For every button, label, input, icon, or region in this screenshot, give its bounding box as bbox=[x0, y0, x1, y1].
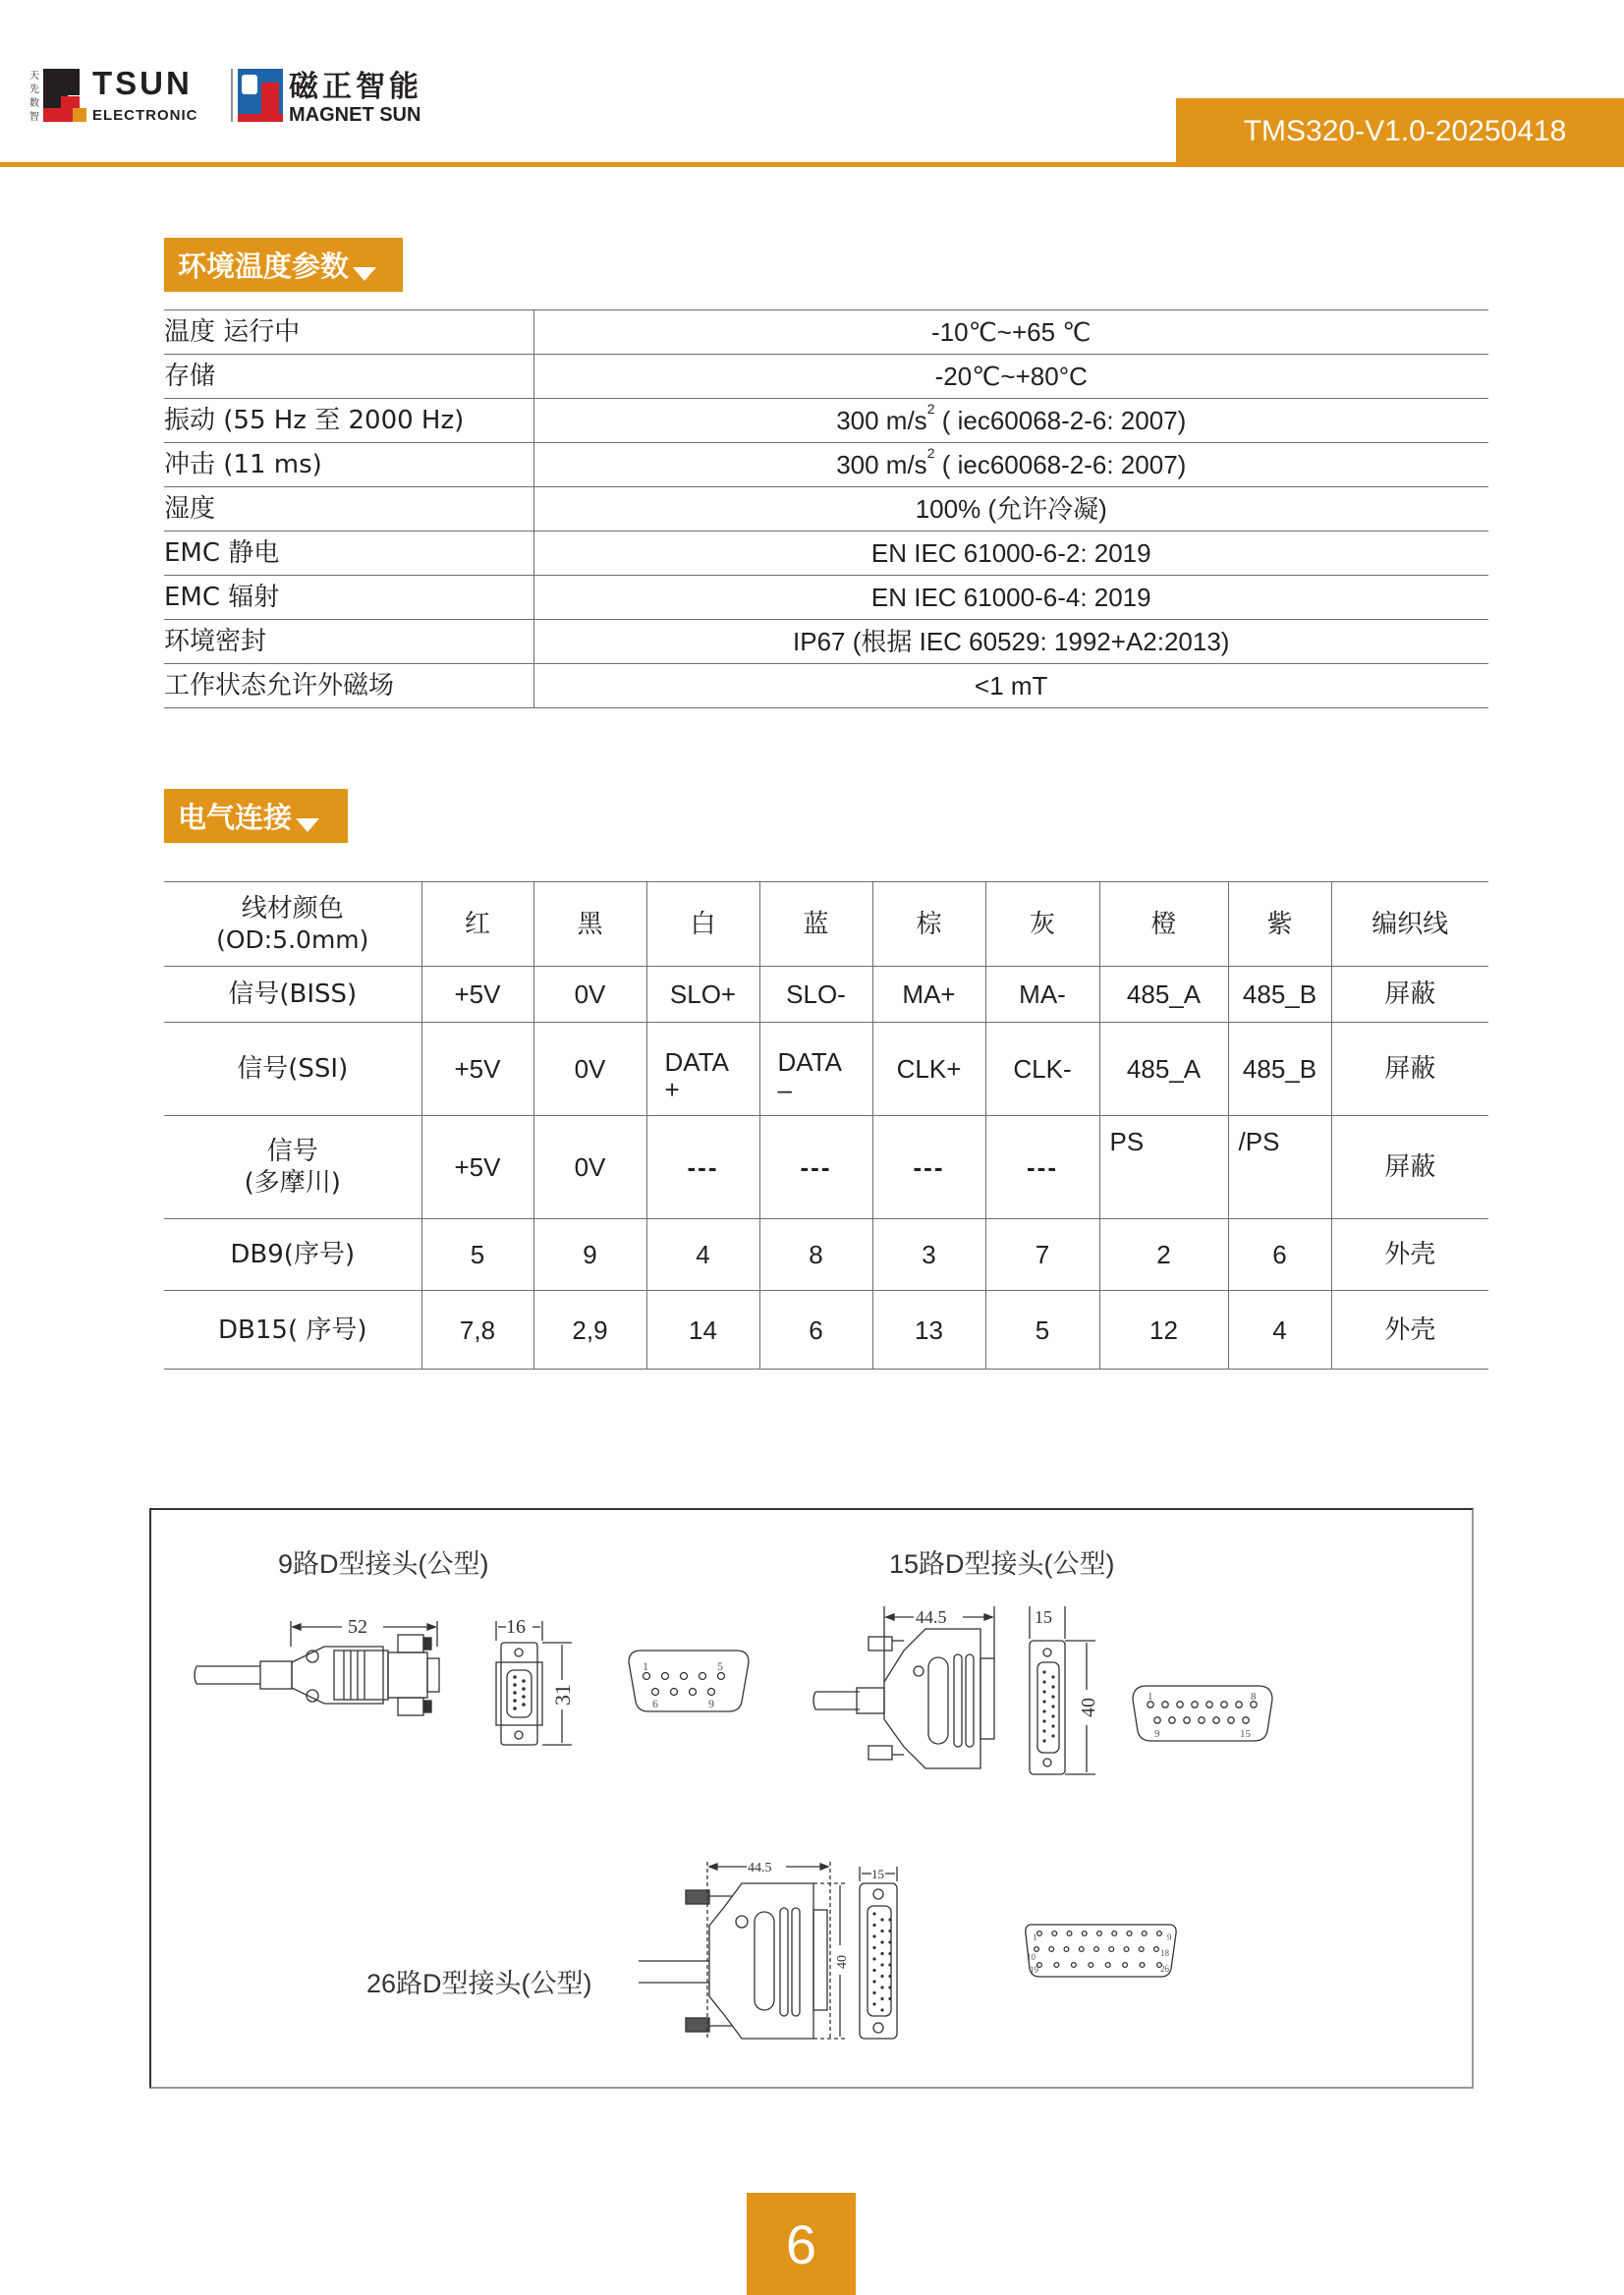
header-color: 灰 bbox=[985, 882, 1099, 967]
table-cell: 4 bbox=[646, 1219, 759, 1291]
pin bbox=[888, 1918, 891, 1921]
pin bbox=[880, 1997, 883, 2000]
pin-label: 5 bbox=[717, 1659, 723, 1673]
table-cell: MA- bbox=[985, 967, 1099, 1023]
db9-pin-face bbox=[629, 1651, 749, 1711]
pin bbox=[1082, 1931, 1087, 1936]
pin-label: 15 bbox=[1240, 1728, 1251, 1740]
pin bbox=[872, 1957, 875, 1960]
env-label: 存储 bbox=[164, 355, 533, 399]
pin bbox=[872, 1946, 875, 1949]
svg-text:磁正智能: 磁正智能 bbox=[289, 70, 422, 104]
db26-connector-drawing bbox=[639, 1847, 1228, 2063]
header-wire-color-label: 线材颜色 bbox=[241, 893, 344, 924]
table-cell: +5V bbox=[421, 1116, 533, 1219]
pin-label: 10 bbox=[1027, 1952, 1036, 1962]
company-logo bbox=[28, 65, 460, 134]
pin bbox=[1140, 1963, 1145, 1968]
env-value: EN IEC 61000-6-4: 2019 bbox=[533, 576, 1488, 620]
env-row bbox=[164, 664, 1488, 708]
pin-label: 9 bbox=[708, 1697, 714, 1710]
pin bbox=[888, 1930, 891, 1932]
row-label bbox=[164, 1116, 421, 1219]
table-cell: 485_A bbox=[1099, 967, 1228, 1023]
pin bbox=[1067, 1931, 1072, 1936]
table-cell: 2 bbox=[1099, 1219, 1228, 1291]
pin bbox=[888, 1940, 891, 1943]
header-color: 红 bbox=[421, 882, 533, 967]
table-cell: CLK+ bbox=[872, 1023, 985, 1116]
logo-cn-vertical-1: 天 bbox=[29, 71, 39, 82]
pin bbox=[1064, 1947, 1069, 1952]
table-cell: 8 bbox=[759, 1219, 872, 1291]
table-row bbox=[164, 1291, 1488, 1370]
db9-dim-length: 52 bbox=[348, 1616, 367, 1638]
db26-dim-length: 44.5 bbox=[748, 1861, 772, 1875]
svg-text:MAGNET SUN: MAGNET SUN bbox=[289, 104, 421, 126]
row-label: DB15( 序号) bbox=[164, 1291, 421, 1370]
pin bbox=[1052, 1931, 1057, 1936]
pin bbox=[880, 1986, 883, 1988]
svg-text:ELECTRONIC: ELECTRONIC bbox=[92, 107, 198, 124]
pin-label: 6 bbox=[652, 1697, 658, 1710]
env-value-main: 300 m/s bbox=[836, 450, 927, 479]
db26-title: 26路D型接头(公型) bbox=[366, 1969, 592, 1998]
env-row bbox=[164, 620, 1488, 664]
header-color: 棕 bbox=[872, 882, 985, 967]
table-cell: 485_B bbox=[1228, 967, 1331, 1023]
table-cell: 6 bbox=[1228, 1219, 1331, 1291]
table-row bbox=[164, 1116, 1488, 1219]
env-label: EMC 辐射 bbox=[164, 576, 533, 620]
pin-label: 1 bbox=[1148, 1691, 1153, 1703]
pin bbox=[1079, 1947, 1084, 1952]
table-cell: MA+ bbox=[872, 967, 985, 1023]
pin-label: 18 bbox=[1160, 1948, 1169, 1958]
triangle-down-icon bbox=[296, 818, 319, 832]
pin bbox=[1054, 1963, 1059, 1968]
pin bbox=[872, 1969, 875, 1972]
pin bbox=[1035, 1947, 1039, 1952]
pin bbox=[880, 1975, 883, 1978]
table-cell: +5V bbox=[421, 967, 533, 1023]
pin bbox=[1049, 1947, 1054, 1952]
version-text: TMS320-V1.0-20250418 bbox=[1243, 115, 1567, 147]
env-value: -10℃~+65 ℃ bbox=[533, 310, 1488, 355]
table-cell: --- bbox=[872, 1116, 985, 1219]
pin bbox=[1094, 1947, 1099, 1952]
table-cell: 0V bbox=[533, 1023, 646, 1116]
env-label: 湿度 bbox=[164, 487, 533, 532]
svg-text:数: 数 bbox=[29, 98, 39, 109]
env-label: EMC 静电 bbox=[164, 532, 533, 576]
table-cell: 屏蔽 bbox=[1331, 1116, 1488, 1219]
pin-label: 19 bbox=[1030, 1965, 1038, 1975]
table-cell: DATA – bbox=[759, 1023, 872, 1116]
table-cell: 4 bbox=[1228, 1291, 1331, 1370]
pin bbox=[1109, 1947, 1114, 1952]
env-row bbox=[164, 310, 1488, 355]
env-row bbox=[164, 443, 1488, 487]
header-color: 编织线 bbox=[1331, 882, 1488, 967]
row-label: 信号(BISS) bbox=[164, 967, 421, 1023]
page-number: 6 bbox=[747, 2193, 856, 2295]
table-cell: 485_A bbox=[1099, 1023, 1228, 1116]
row-label-line: 信号 bbox=[266, 1137, 318, 1166]
pin bbox=[872, 1912, 875, 1915]
table-cell: 3 bbox=[872, 1219, 985, 1291]
env-value-standard: ( iec60068-2-6: 2007) bbox=[934, 406, 1187, 435]
header-color: 黑 bbox=[533, 882, 646, 967]
magnet-sun-logo bbox=[238, 69, 422, 126]
pin bbox=[872, 1924, 875, 1927]
pin bbox=[1097, 1931, 1102, 1936]
env-label: 环境密封 bbox=[164, 620, 533, 664]
table-header-row bbox=[164, 882, 1488, 967]
db26-dim-height: 40 bbox=[835, 1955, 850, 1969]
db9-front-view bbox=[496, 1616, 575, 1745]
pin-label: 1 bbox=[1033, 1932, 1037, 1942]
header-wire-color bbox=[164, 882, 421, 967]
pin bbox=[1154, 1947, 1159, 1952]
pin bbox=[880, 1918, 883, 1921]
pin bbox=[872, 1980, 875, 1983]
row-label: 信号(SSI) bbox=[164, 1023, 421, 1116]
svg-text:TSUN: TSUN bbox=[92, 65, 193, 101]
svg-text:先: 先 bbox=[29, 84, 39, 95]
pin bbox=[1123, 1963, 1128, 1968]
table-cell: 485_B bbox=[1228, 1023, 1331, 1116]
header-color: 紫 bbox=[1228, 882, 1331, 967]
pin bbox=[872, 2002, 875, 2005]
pin bbox=[888, 1952, 891, 1955]
db15-title: 15路D型接头(公型) bbox=[889, 1549, 1115, 1579]
table-cell: 9 bbox=[533, 1219, 646, 1291]
table-cell: PS bbox=[1099, 1116, 1228, 1219]
db9-title: 9路D型接头(公型) bbox=[278, 1549, 489, 1579]
pin bbox=[1124, 1947, 1129, 1952]
db15-side-view bbox=[813, 1606, 994, 1768]
table-cell: 13 bbox=[872, 1291, 985, 1370]
db15-dim-height: 40 bbox=[1078, 1698, 1099, 1717]
tsun-logo bbox=[29, 65, 198, 124]
env-section-header bbox=[164, 238, 403, 292]
pin-label: 9 bbox=[1167, 1932, 1172, 1942]
pin bbox=[1139, 1947, 1144, 1952]
header-od-label: (OD:5.0mm) bbox=[216, 924, 369, 954]
table-cell: SLO+ bbox=[646, 967, 759, 1023]
pin bbox=[888, 1975, 891, 1978]
env-row bbox=[164, 487, 1488, 532]
pin bbox=[880, 2008, 883, 2011]
pin bbox=[880, 1963, 883, 1966]
table-row bbox=[164, 1023, 1488, 1116]
table-cell: 7 bbox=[985, 1219, 1099, 1291]
env-value-standard: ( iec60068-2-6: 2007) bbox=[934, 450, 1187, 479]
env-value bbox=[533, 443, 1488, 487]
env-label: 温度 运行中 bbox=[164, 310, 533, 355]
env-value: <1 mT bbox=[533, 664, 1488, 708]
db9-dim-depth: 16 bbox=[506, 1616, 526, 1638]
env-row bbox=[164, 532, 1488, 576]
db15-front-view bbox=[1030, 1606, 1099, 1774]
table-cell: 2,9 bbox=[533, 1291, 646, 1370]
db15-connector-drawing bbox=[806, 1592, 1474, 1788]
table-row bbox=[164, 1219, 1488, 1291]
elec-section-title: 电气连接 bbox=[178, 801, 293, 834]
table-cell: DATA + bbox=[646, 1023, 759, 1116]
env-value bbox=[533, 399, 1488, 443]
pin bbox=[1105, 1963, 1110, 1968]
table-cell: 屏蔽 bbox=[1331, 1023, 1488, 1116]
env-value: -20℃~+80°C bbox=[533, 355, 1488, 399]
db15-dim-depth: 15 bbox=[1035, 1607, 1052, 1627]
table-cell: --- bbox=[759, 1116, 872, 1219]
env-value: 100% (允许冷凝) bbox=[533, 487, 1488, 532]
table-cell: 12 bbox=[1099, 1291, 1228, 1370]
wiring-table bbox=[164, 881, 1488, 1370]
table-cell: 外壳 bbox=[1331, 1219, 1488, 1291]
table-cell: 0V bbox=[533, 967, 646, 1023]
db26-pin-face bbox=[1026, 1925, 1176, 1977]
version-badge bbox=[1176, 98, 1624, 165]
row-label-line: (多摩川) bbox=[244, 1168, 341, 1198]
pin bbox=[1071, 1963, 1076, 1968]
table-cell: SLO- bbox=[759, 967, 872, 1023]
header-color: 蓝 bbox=[759, 882, 872, 967]
table-cell: --- bbox=[646, 1116, 759, 1219]
pin bbox=[1127, 1931, 1132, 1936]
table-cell: --- bbox=[985, 1116, 1099, 1219]
row-label: DB9(序号) bbox=[164, 1219, 421, 1291]
env-row bbox=[164, 576, 1488, 620]
pin-label: 9 bbox=[1154, 1728, 1160, 1740]
table-row bbox=[164, 967, 1488, 1023]
elec-section-header bbox=[164, 789, 348, 843]
pin bbox=[880, 1952, 883, 1955]
table-cell: CLK- bbox=[985, 1023, 1099, 1116]
db26-front-view bbox=[860, 1867, 897, 2039]
env-label: 冲击 (11 ms) bbox=[164, 443, 533, 487]
pin bbox=[1037, 1931, 1042, 1936]
env-value-superscript: 2 bbox=[926, 401, 935, 417]
db15-pin-face bbox=[1133, 1686, 1272, 1741]
pin bbox=[1089, 1963, 1093, 1968]
table-cell: 7,8 bbox=[421, 1291, 533, 1370]
pin bbox=[1157, 1931, 1162, 1936]
env-value-superscript: 2 bbox=[926, 445, 935, 461]
env-value: EN IEC 61000-6-2: 2019 bbox=[533, 532, 1488, 576]
table-cell: +5V bbox=[421, 1023, 533, 1116]
env-row bbox=[164, 399, 1488, 443]
pin bbox=[880, 1930, 883, 1932]
db15-dim-length: 44.5 bbox=[916, 1607, 947, 1627]
env-row bbox=[164, 355, 1488, 399]
pin-label: 8 bbox=[1251, 1691, 1257, 1703]
env-section-title: 环境温度参数 bbox=[178, 250, 350, 283]
env-label: 振动 (55 Hz 至 2000 Hz) bbox=[164, 399, 533, 443]
db26-side-view bbox=[639, 1861, 850, 2039]
table-cell: 0V bbox=[533, 1116, 646, 1219]
pin bbox=[888, 1986, 891, 1988]
pin bbox=[888, 1997, 891, 2000]
env-value-main: 300 m/s bbox=[836, 406, 927, 435]
header-rule bbox=[0, 162, 1624, 167]
header-color: 橙 bbox=[1099, 882, 1228, 967]
db9-dim-height: 31 bbox=[550, 1684, 575, 1706]
table-cell: 外壳 bbox=[1331, 1291, 1488, 1370]
table-cell: 5 bbox=[421, 1219, 533, 1291]
table-cell: 屏蔽 bbox=[1331, 967, 1488, 1023]
db26-dim-depth: 15 bbox=[871, 1867, 884, 1881]
pin bbox=[1142, 1931, 1147, 1936]
table-cell: 6 bbox=[759, 1291, 872, 1370]
table-cell: /PS bbox=[1228, 1116, 1331, 1219]
pin-label: 26 bbox=[1160, 1964, 1169, 1974]
svg-text:智: 智 bbox=[29, 112, 39, 123]
pin bbox=[872, 1934, 875, 1937]
env-value: IP67 (根据 IEC 60529: 1992+A2:2013) bbox=[533, 620, 1488, 664]
pin bbox=[872, 1991, 875, 1994]
pin bbox=[1112, 1931, 1117, 1936]
triangle-down-icon bbox=[353, 267, 376, 281]
table-cell: 5 bbox=[985, 1291, 1099, 1370]
env-label: 工作状态允许外磁场 bbox=[164, 664, 533, 708]
header-color: 白 bbox=[646, 882, 759, 967]
table-cell: 14 bbox=[646, 1291, 759, 1370]
db9-connector-drawing bbox=[187, 1601, 776, 1768]
db9-side-view bbox=[195, 1616, 439, 1715]
pin bbox=[880, 1940, 883, 1943]
pin bbox=[888, 1963, 891, 1966]
pin-label: 1 bbox=[643, 1659, 648, 1673]
env-table bbox=[164, 309, 1488, 708]
